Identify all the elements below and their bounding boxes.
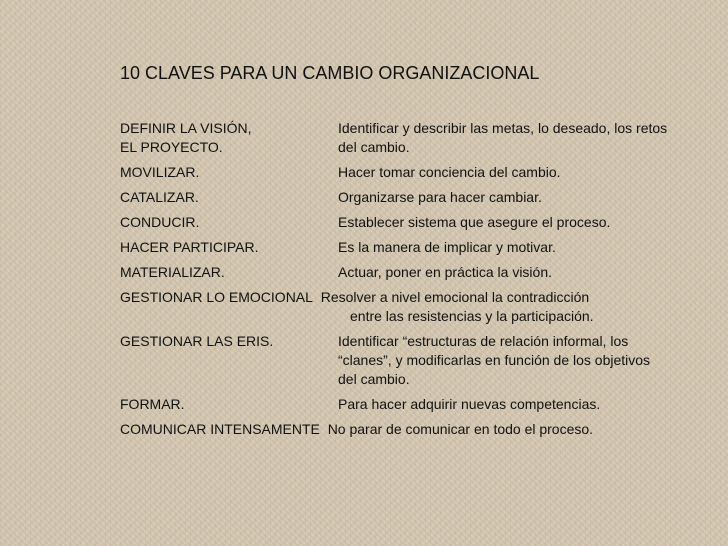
list-item bbox=[120, 332, 720, 389]
item-term: HACER PARTICIPAR. bbox=[120, 239, 259, 255]
list-item bbox=[120, 420, 720, 439]
list-item bbox=[120, 119, 720, 157]
item-description: Organizarse para hacer cambiar. bbox=[338, 189, 542, 205]
item-term: GESTIONAR LAS ERIS. bbox=[120, 333, 274, 349]
item-term: DEFINIR LA VISIÓN, EL PROYECTO. bbox=[120, 120, 252, 155]
item-term: MATERIALIZAR. bbox=[120, 264, 225, 280]
item-term: COMUNICAR INTENSAMENTE bbox=[120, 421, 320, 437]
list-item bbox=[120, 288, 720, 326]
item-description: Actuar, poner en práctica la visión. bbox=[338, 264, 553, 280]
item-term: MOVILIZAR. bbox=[120, 164, 200, 180]
list-item bbox=[120, 188, 720, 207]
list-item bbox=[120, 395, 720, 414]
item-description: Hacer tomar conciencia del cambio. bbox=[338, 164, 561, 180]
item-term: FORMAR. bbox=[120, 396, 185, 412]
item-description: Resolver a nivel emocional la contradicción bbox=[320, 289, 590, 305]
item-description: No parar de comunicar en todo el proceso. bbox=[327, 421, 594, 437]
item-description: Para hacer adquirir nuevas competencias. bbox=[338, 396, 601, 412]
list-item bbox=[120, 263, 720, 282]
item-description: Identificar y describir las metas, lo deseado, los retos del cambio. bbox=[338, 120, 668, 155]
item-term: GESTIONAR LO EMOCIONAL bbox=[120, 289, 313, 305]
list-item bbox=[120, 238, 720, 257]
list-item bbox=[120, 163, 720, 182]
item-description-continuation: entre las resistencias y la participación. bbox=[350, 308, 594, 324]
item-term: CONDUCIR. bbox=[120, 214, 200, 230]
list-item bbox=[120, 213, 720, 232]
item-description: Identificar “estructuras de relación informal, los “clanes”, y modificarlas en función de los objetivos del cambio. bbox=[338, 333, 651, 387]
claves-list bbox=[120, 119, 720, 445]
slide-title: 10 CLAVES PARA UN CAMBIO ORGANIZACIONAL bbox=[120, 63, 540, 83]
item-term: CATALIZAR. bbox=[120, 189, 199, 205]
item-description: Es la manera de implicar y motivar. bbox=[338, 239, 556, 255]
item-description: Establecer sistema que asegure el proceso. bbox=[338, 214, 611, 230]
